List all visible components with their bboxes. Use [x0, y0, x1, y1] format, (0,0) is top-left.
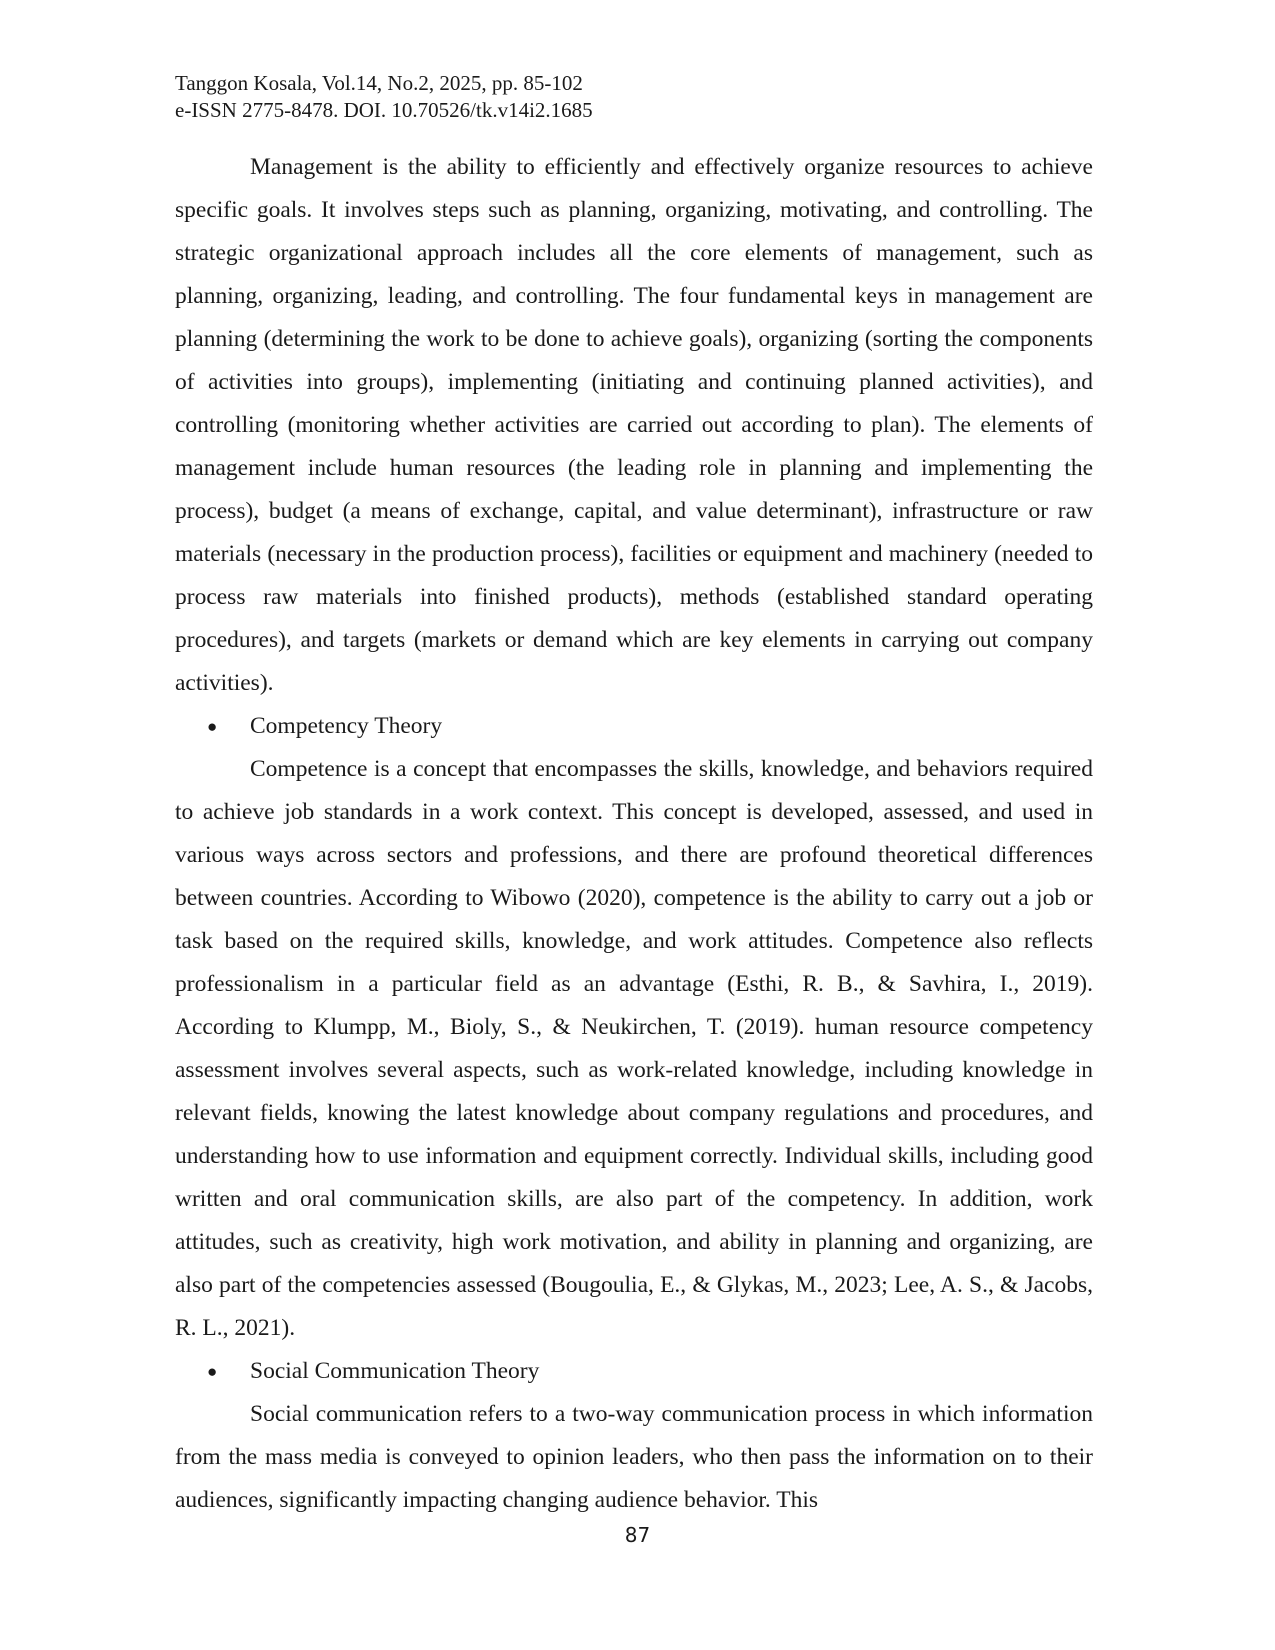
section-heading: Competency Theory — [250, 713, 443, 739]
bullet-competency-theory — [175, 705, 1093, 748]
paragraph-management: Management is the ability to efficiently and effectively organize resources to achieve specific goals. It involves steps such as planning, organizing, motivating, and controlling. The strategic organizational approach includes all the core elements of management, such as planning, organizing, leading, and controlling. The four fundamental keys in management are planning (determining the work to be done to achieve goals), organizing (sorting the components of activities into groups), implementing (initiating and continuing planned activities), and controlling (monitoring whether activities are carried out according to plan). The elements of management include human resources (the leading role in planning and implementing the process), budget (a means of exchange, capital, and value determinant), infrastructure or raw materials (necessary in the production process), facilities or equipment and machinery (needed to process raw materials into finished products), methods (established standard operating procedures), and targets (markets or demand which are key elements in carrying out company activities). — [175, 154, 1093, 696]
page-body — [175, 146, 1093, 1522]
bullet-dot-icon: ● — [207, 717, 218, 736]
bullet-dot-icon: ● — [207, 1362, 218, 1381]
journal-citation: Tanggon Kosala, Vol.14, No.2, 2025, pp. 85-102 — [175, 71, 583, 95]
section-heading: Social Communication Theory — [250, 1358, 540, 1384]
issn-doi: e-ISSN 2775-8478. DOI. 10.70526/tk.v14i2.1685 — [175, 98, 593, 122]
running-header — [175, 70, 1075, 124]
paragraph-social-communication: Social communication refers to a two-way communication process in which information from the mass media is conveyed to opinion leaders, who then pass the information on to their audiences, significantly impacting changing audience behavior. This — [175, 1401, 1093, 1513]
paragraph-competency: Competence is a concept that encompasses the skills, knowledge, and behaviors required to achieve job standards in a work context. This concept is developed, assessed, and used in various ways across sectors and professions, and there are profound theoretical differences between countries. According to Wibowo (2020), competence is the ability to carry out a job or task based on the required skills, knowledge, and work attitudes. Competence also reflects professionalism in a particular field as an advantage (Esthi, R. B., & Savhira, I., 2019). According to Klumpp, M., Bioly, S., & Neukirchen, T. (2019). human resource competency assessment involves several aspects, such as work-related knowledge, including knowledge in relevant fields, knowing the latest knowledge about company regulations and procedures, and understanding how to use information and equipment correctly. Individual skills, including good written and oral communication skills, are also part of the competency. In addition, work attitudes, such as creativity, high work motivation, and ability in planning and organizing, are also part of the competencies assessed (Bougoulia, E., & Glykas, M., 2023; Lee, A. S., & Jacobs, R. L., 2021). — [175, 756, 1093, 1341]
bullet-social-communication-theory — [175, 1350, 1093, 1393]
page-number: 87 — [624, 1523, 651, 1547]
